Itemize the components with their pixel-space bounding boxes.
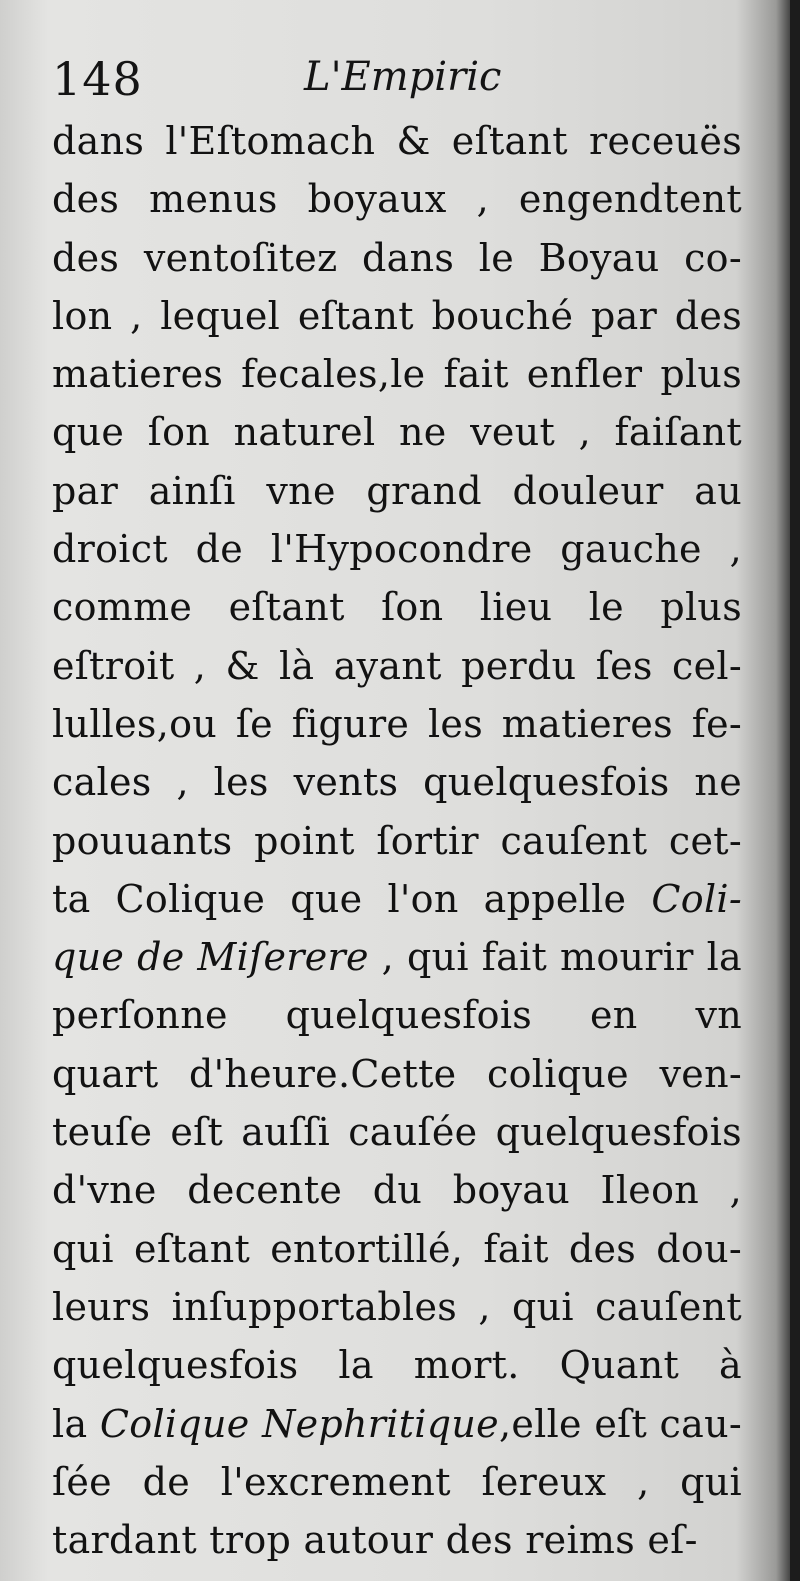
text-line	[52, 520, 742, 578]
text-segment: quart d'heure.Cette colique ven-	[52, 1051, 742, 1096]
text-line	[52, 695, 742, 753]
text-line	[52, 112, 742, 170]
text-line	[52, 1336, 742, 1394]
text-segment: ,elle eſt cau-	[498, 1401, 742, 1446]
text-segment: pouuants point ſortir cauſent cet-	[52, 818, 742, 863]
text-line	[52, 287, 742, 345]
running-title: L'Empiric	[304, 54, 502, 100]
text-line	[52, 637, 742, 695]
body-text	[52, 112, 742, 1569]
text-line	[52, 578, 742, 636]
text-segment: , qui fait mourir la	[368, 935, 742, 980]
text-segment: des menus boyaux , engendtent	[52, 177, 742, 222]
text-segment: comme eſtant ſon lieu le plus	[52, 585, 742, 630]
page-number: 148	[52, 52, 143, 106]
text-line	[52, 1278, 742, 1336]
text-segment: que ſon naturel ne veut , faiſant	[52, 410, 742, 455]
text-line	[52, 1220, 742, 1278]
text-segment: d'vne decente du boyau Ileon ,	[52, 1168, 742, 1213]
text-line	[52, 928, 742, 986]
text-segment: dans l'Eſtomach & eſtant receuës	[52, 119, 742, 163]
text-segment: cales , les vents quelquesfois ne	[52, 760, 742, 805]
text-line	[52, 1161, 742, 1219]
text-line	[52, 170, 742, 228]
text-line	[52, 753, 742, 811]
text-line	[52, 462, 742, 520]
text-segment: quelquesfois la mort. Quant à	[52, 1343, 742, 1388]
text-line	[52, 1453, 742, 1511]
text-line	[52, 986, 742, 1044]
text-segment: lon , lequel eſtant bouché par des	[52, 293, 742, 338]
text-segment: par ainſi vne grand douleur au	[52, 468, 742, 513]
italic-text-segment: Colique Nephritique	[99, 1401, 499, 1446]
text-segment: matieres fecales,le fait enfler plus	[52, 352, 742, 397]
text-segment: lulles,ou ſe figure les matieres fe-	[52, 701, 742, 746]
text-line	[52, 1103, 742, 1161]
text-segment: ſée de l'excrement ſereux , qui	[52, 1459, 742, 1504]
text-line	[52, 1511, 742, 1569]
text-line	[52, 1395, 742, 1453]
text-segment: perſonne quelquesfois en vn	[52, 993, 742, 1038]
page-header	[52, 52, 742, 116]
italic-text-segment: Coli-	[651, 876, 742, 921]
text-line	[52, 345, 742, 403]
text-line	[52, 403, 742, 461]
italic-text-segment: que de Miſerere	[52, 935, 369, 980]
text-line	[52, 812, 742, 870]
text-segment: des ventoſitez dans le Boyau co-	[52, 235, 742, 280]
text-segment: ta Colique que l'on appelle	[52, 876, 652, 921]
text-line	[52, 1045, 742, 1103]
text-segment: teuſe eſt auſſi cauſée quelquesfois	[52, 1110, 742, 1155]
text-line	[52, 229, 742, 287]
text-segment: droict de l'Hypocondre gauche ,	[52, 527, 742, 572]
page-edge-shadow	[790, 0, 800, 1581]
text-segment: tardant trop autour des reims eſ-	[52, 1518, 698, 1563]
text-line	[52, 870, 742, 928]
text-segment: la	[52, 1401, 100, 1446]
text-segment: eſtroit , & là ayant perdu ſes cel-	[52, 643, 742, 688]
text-segment: qui eſtant entortillé, fait des dou-	[52, 1226, 742, 1271]
text-segment: leurs inſupportables , qui cauſent	[52, 1284, 742, 1329]
